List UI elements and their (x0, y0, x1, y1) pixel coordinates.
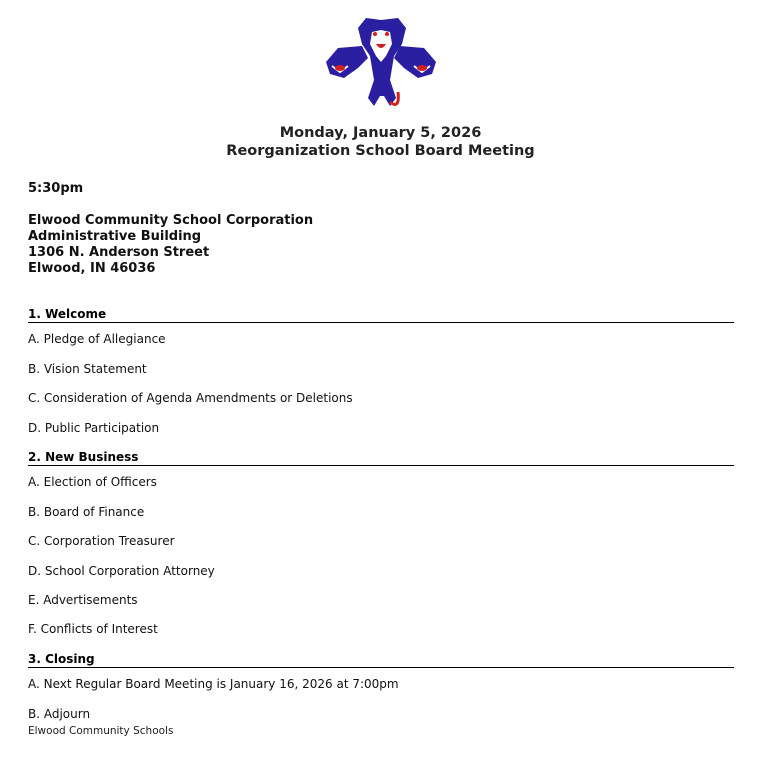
section-heading-new-business: 2. New Business (28, 450, 734, 466)
location-line: Administrative Building (28, 229, 202, 244)
footer-text: Elwood Community Schools (28, 725, 174, 737)
agenda-item: B. Board of Finance (28, 505, 145, 519)
agenda-item: B. Adjourn (28, 707, 91, 721)
agenda-item: D. School Corporation Attorney (28, 564, 215, 578)
agenda-item: B. Vision Statement (28, 362, 147, 376)
agenda-item: A. Election of Officers (28, 475, 157, 489)
meeting-time: 5:30pm (28, 181, 84, 196)
agenda-item: D. Public Participation (28, 421, 160, 435)
agenda-item: A. Next Regular Board Meeting is January 16, 2026 at 7:00pm (28, 677, 399, 691)
panther-logo-icon (318, 10, 444, 114)
meeting-date: Monday, January 5, 2026 (279, 125, 482, 141)
agenda-item: A. Pledge of Allegiance (28, 332, 166, 346)
agenda-item: C. Consideration of Agenda Amendments or Deletions (28, 391, 353, 405)
meeting-location (28, 213, 313, 277)
meeting-title: Reorganization School Board Meeting (226, 143, 535, 159)
location-line: Elwood Community School Corporation (28, 213, 314, 228)
location-line: 1306 N. Anderson Street (28, 245, 210, 260)
section-heading-closing: 3. Closing (28, 652, 734, 668)
section-heading-welcome: 1. Welcome (28, 307, 734, 323)
agenda-item: C. Corporation Treasurer (28, 534, 175, 548)
location-line: Elwood, IN 46036 (28, 261, 156, 276)
agenda-item: E. Advertisements (28, 593, 138, 607)
page-title (0, 124, 761, 160)
agenda-item: F. Conflicts of Interest (28, 622, 158, 636)
